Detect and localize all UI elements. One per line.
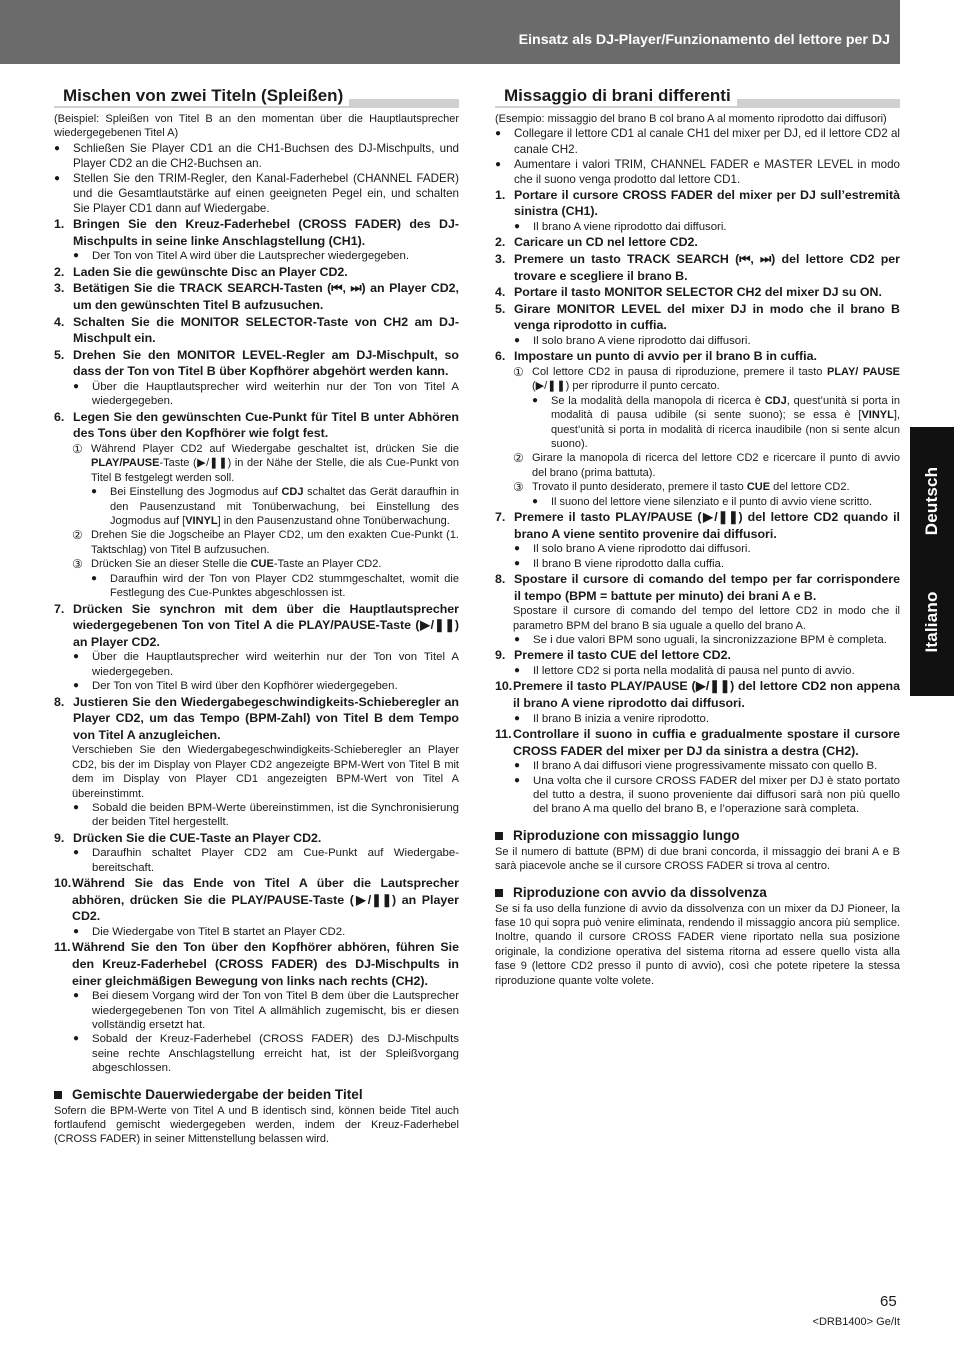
subhead-it-1: Riproduzione con missaggio lungo [495, 827, 900, 845]
note-de-6-1: ● Bei Einstellung des Jogmodus auf CDJ schaltet das Gerät daraufhin in den Pausenzustand mit Tonüberwachung, bei Einstellung des Jogmodus auf [VINYL] in den Pausenzustand ohne Tonüberwachung. [91, 485, 459, 528]
square-bullet-icon [495, 889, 503, 897]
note-it-11-2: ● Una volta che il cursore CROSS FADER del mixer per DJ è stato portato del tutto a destra, il suono proveniente dai diffusori sarà non più quello del brano A ma quello del brano B, e l’operazione sarà completa. [514, 774, 900, 817]
square-bullet-icon [54, 1091, 62, 1099]
step-de-5: 5. Drehen Sie den MONITOR LEVEL-Regler am DJ-Mischpult, so dass der Ton von Titel B über Kopfhörer abgehört werden kann. [54, 347, 459, 379]
note-de-8: ● Sobald die beiden BPM-Werte übereinstimmen, ist die Synchronisierung der beiden Titel hergestellt. [73, 801, 459, 830]
step-it-8: 8. Spostare il cursore di comando del tempo per far corrispondere il tempo (BPM = battute per minuto) dei brani A e B. [495, 572, 900, 603]
bullet-it-2: ● Aumentare i valori TRIM, CHANNEL FADER e MASTER LEVEL in modo che il suono venga prodotto dal lettore CD1. [495, 157, 900, 187]
subtext-it-2: Se si fa uso della funzione di avvio da dissolvenza con un mixer da DJ Pioneer, la fase 10 qui sopra può venire eliminata, rendendo il missaggio ancora più semplice. Inoltre, quando il cursore CROSS FADER viene riportato nella sua posizione originale, la condizione operativa del sistema ritorna ad essere quello vista alla fase 9 (lettore CD2 presso il punto di avvio), così che potete ripetere la stessa riproduzione quante volte volete. [495, 902, 900, 987]
note-de-1: ● Der Ton von Titel A wird über die Lautsprecher wiedergegeben. [73, 249, 459, 263]
substep-it-6-2: ② Girare la manopola di ricerca del lettore CD2 e ricercare il punto di avvio del brano (prima battuta). [513, 451, 900, 479]
step-de-1: 1. Bringen Sie den Kreuz-Faderhebel (CROSS FADER) des DJ-Mischpults in seine linke Anschlagstellung (CH1). [54, 217, 459, 248]
step-de-4: 4. Schalten Sie die MONITOR SELECTOR-Taste von CH2 am DJ-Mischpult ein. [54, 314, 459, 346]
note-de-6-3: ● Daraufhin wird der Ton von Player CD2 stummgeschaltet, womit die Festlegung des Cue-Punktes abgeschlossen ist. [91, 572, 459, 601]
step-de-10: 10. Während Sie das Ende von Titel A über die Lautsprecher abhören, drücken Sie die PLAY/PAUSE-Taste (▶/❚❚) an Player CD2. [54, 876, 459, 924]
note-it-7-2: ● Il brano B viene riprodotto dalla cuffia. [514, 557, 900, 571]
page-number: 65 [880, 1293, 897, 1310]
bullet-it-1: ● Collegare il lettore CD1 al canale CH1 del mixer per DJ, ed il lettore CD2 al canale CH2. [495, 126, 900, 156]
note-it-5: ● Il solo brano A viene riprodotto dai diffusori. [514, 334, 900, 348]
substep-de-6-1: ① Während Player CD2 auf Wiedergabe geschaltet ist, drücken Sie die PLAY/PAUSE-Taste (▶/❚❚) in der Nähe der Stelle, die als Cue-Punkt von Titel B festgelegt werden soll. [72, 442, 459, 484]
tab-italiano[interactable] [910, 548, 954, 696]
substep-de-6-3: ③ Drücken Sie an dieser Stelle die CUE-Taste an Player CD2. [72, 557, 382, 572]
note-it-10: ● Il brano B inizia a venire riprodotto. [514, 712, 900, 726]
step-it-3: 3. Premere un tasto TRACK SEARCH (⏮, ⏭) del lettore CD2 per trovare e scegliere il brano B. [495, 251, 900, 283]
header-bar [0, 0, 900, 64]
step-it-4: 4. Portare il tasto MONITOR SELECTOR CH2 del mixer DJ su ON. [495, 285, 882, 300]
step-de-3: 3. Betätigen Sie die TRACK SEARCH-Tasten (⏮, ⏭) an Player CD2, um den gewünschten Titel B aufzusuchen. [54, 281, 459, 313]
note-it-9: ● Il lettore CD2 si porta nella modalità di pausa nel punto di avvio. [514, 664, 900, 678]
tab-deutsch-label: Deutsch [922, 466, 941, 536]
note-de-9: ● Daraufhin schaltet Player CD2 am Cue-Punkt auf Wiedergabe-bereitschaft. [73, 846, 459, 875]
tab-italiano-label: Italiano [922, 591, 941, 653]
note-de-7-2: ● Der Ton von Titel B wird über den Kopfhörer wiedergegeben. [73, 679, 459, 693]
german-column [54, 84, 459, 1147]
note-it-11-1: ● Il brano A dai diffusori viene progressivamente missato con quello B. [514, 759, 900, 773]
intro-it: (Esempio: missaggio del brano B col brano A al momento riprodotto dai diffusori) [495, 113, 887, 125]
note-it-6-1: ● Se la modalità della manopola di ricerca è CDJ, quest’unità si porta in modalità di pausa udibile (si sente suono); se essa è [VINYL], quest’unità si porta in modalità di ricerca inaudibile (non si sente alcun suono). [532, 394, 900, 452]
subtext-it-1: Se il numero di battute (BPM) di due brani concorda, il missaggio dei brani A e B sarà piacevole anche se il cursore CROSS FADER si trova al centro. [495, 845, 900, 873]
intro-de: (Beispiel: Spleißen von Titel B an den momentan über die Hauptlautsprecher wiedergegebenen Titel A) [54, 113, 459, 140]
step-de-2: 2. Laden Sie die gewünschte Disc an Player CD2. [54, 264, 348, 279]
step-de-11: 11. Während Sie den Ton über den Kopfhörer abhören, führen Sie den Kreuz-Faderhebel (CROSS FADER) des DJ-Mischpults in einer gleichmäßigen Bewegung von links nach rechts (CH2). [54, 940, 459, 988]
step-de-6: 6. Legen Sie den gewünschten Cue-Punkt für Titel B unter Abhören des Tons über den Kopfhörer wie folgt fest. [54, 409, 459, 441]
note-de-11-2: ● Sobald der Kreuz-Faderhebel (CROSS FADER) des DJ-Mischpults seine rechte Anschlagstellung erreicht hat, ist der Spleißvorgang abgeschlossen. [73, 1032, 459, 1075]
step-de-9: 9. Drücken Sie die CUE-Taste an Player CD2. [54, 830, 322, 845]
section-title-de: Mischen von zwei Titeln (Spleißen) [54, 84, 459, 108]
substep-it-6-1: ① Col lettore CD2 in pausa di riproduzione, premere il tasto PLAY/ PAUSE (▶/❚❚) per riprodurre il punto cercato. [513, 364, 900, 393]
section-title-it: Missaggio di brani differenti [495, 84, 900, 108]
step-it-6: 6. Impostare un punto di avvio per il brano B in cuffia. [495, 349, 817, 364]
step-it-7: 7. Premere il tasto PLAY/PAUSE (▶/❚❚) del lettore CD2 quando il brano A viene sentito provenire dai diffusori. [495, 510, 900, 541]
italian-column [495, 84, 900, 988]
document-code: <DRB1400> Ge/It [812, 1316, 900, 1328]
square-bullet-icon [495, 832, 503, 840]
subhead-it-2: Riproduzione con avvio da dissolvenza [495, 884, 900, 902]
step-it-5: 5. Girare MONITOR LEVEL del mixer DJ in modo che il brano B venga riprodotto in cuffia. [495, 301, 900, 333]
note-de-5: ● Über die Hauptlautsprecher wird weiterhin nur der Ton von Titel A wiedergegeben. [73, 380, 459, 409]
note-it-8: ● Se i due valori BPM sono uguali, la sincronizzazione BPM è completa. [514, 633, 900, 647]
subtext-de: Sofern die BPM-Werte von Titel A und B identisch sind, können beide Titel auch fortlaufend gemischt wiedergegeben werden, indem der Kreuz-Faderhebel (CROSS FADER) in seiner Mittenstellung belassen wird. [54, 1104, 459, 1146]
bullet-de-2: ● Stellen Sie den TRIM-Regler, den Kanal-Faderhebel (CHANNEL FADER) und die Gesamtlautstärke auf einen geeigneten Pegel ein, und schalten Sie Player CD1 dann auf Wiedergabe. [54, 171, 459, 216]
subhead-de: Gemischte Dauerwiedergabe der beiden Titel [54, 1086, 459, 1104]
step-de-7: 7. Drücken Sie synchron mit dem über die Hauptlautsprecher wiedergegebenen Ton von Titel A die PLAY/PAUSE-Taste (▶/❚❚) an Player CD2. [54, 601, 459, 649]
step-it-1: 1. Portare il cursore CROSS FADER del mixer per DJ sull’estremità sinistra (CH1). [495, 187, 900, 219]
header-title: Einsatz als DJ-Player/Funzionamento del lettore per DJ [518, 32, 890, 48]
note-it-7-1: ● Il solo brano A viene riprodotto dai diffusori. [514, 542, 900, 556]
step-it-8-text: Spostare il cursore di comando del tempo del lettore CD2 in modo che il parametro BPM del brano B sia uguale a quello del brano A. [513, 605, 900, 632]
note-it-6-3: ● Il suono del lettore viene silenziato e il punto di avvio viene scritto. [532, 495, 900, 509]
step-it-11: 11. Controllare il suono in cuffia e gradualmente spostare il cursore CROSS FADER del mixer per DJ da sinistra a destra (CH2). [495, 727, 900, 758]
step-de-8-text: Verschieben Sie den Wiedergabegeschwindigkeits-Schieberegler an Player CD2, bis der im Display von Player CD2 angezeigte BPM-Wert von Titel B mit dem im Display von Player CD1 angezeigten BPM-Wert von Titel A übereinstimmt. [72, 744, 459, 800]
step-it-9: 9. Premere il tasto CUE del lettore CD2. [495, 648, 731, 663]
step-de-8: 8. Justieren Sie den Wiedergabegeschwindigkeits-Schieberegler an Player CD2, um das Tempo (BPM-Zahl) von Titel B dem Tempo von Titel A anzugleichen. [54, 694, 459, 742]
substep-it-6-3: ③ Trovato il punto desiderato, premere il tasto CUE del lettore CD2. [513, 480, 850, 495]
note-de-10: ● Die Wiedergabe von Titel B startet an Player CD2. [73, 925, 459, 939]
substep-de-6-2: ② Drehen Sie die Jogscheibe an Player CD2, um den exakten Cue-Punkt (1. Taktschlag) von Titel B aufzusuchen. [72, 528, 459, 556]
note-it-1: ● Il brano A viene riprodotto dai diffusori. [514, 220, 900, 234]
bullet-de-1: ● Schließen Sie Player CD1 an die CH1-Buchsen des DJ-Mischpults, und Player CD2 an die CH2-Buchsen an. [54, 141, 459, 171]
note-de-11-1: ● Bei diesem Vorgang wird der Ton von Titel B dem über die Lautsprecher wiedergegebenen Ton von Titel A allmählich zugemischt, bis er diesen vollständig ersetzt hat. [73, 989, 459, 1032]
note-de-7-1: ● Über die Hauptlautsprecher wird weiterhin nur der Ton von Titel A wiedergegeben. [73, 650, 459, 679]
step-it-2: 2. Caricare un CD nel lettore CD2. [495, 235, 698, 250]
step-it-10: 10. Premere il tasto PLAY/PAUSE (▶/❚❚) del lettore CD2 non appena il brano A viene riprodotto dai diffusori. [495, 679, 900, 710]
